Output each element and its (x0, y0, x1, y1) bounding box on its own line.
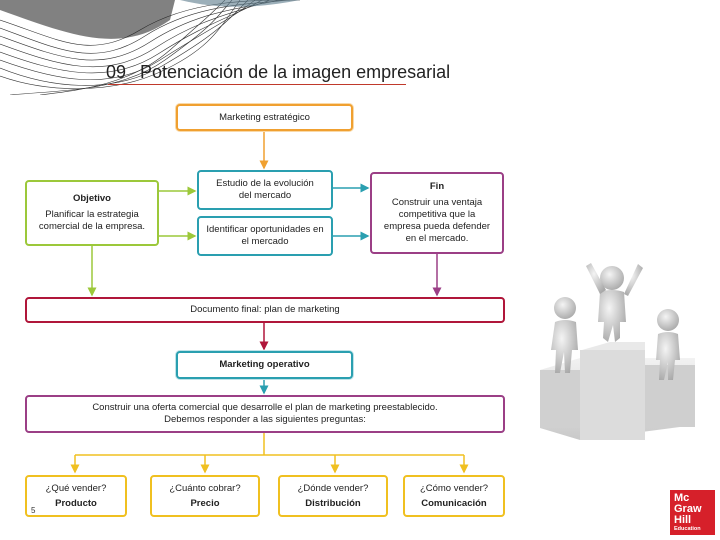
question-text: ¿Qué vender? (45, 482, 107, 494)
market-study-label: Estudio de la evolución del mercado (216, 178, 314, 201)
question-box-product (25, 475, 127, 517)
commercial-offer-box (25, 395, 505, 433)
identify-opportunities-box (197, 216, 333, 256)
objective-text: Planificar la estrategia comercial de la empresa. (38, 209, 146, 232)
question-text: ¿Cuánto cobrar? (169, 482, 241, 494)
mcgraw-hill-logo (670, 490, 715, 535)
commercial-offer-line1: Construir una oferta comercial que desarrolle el plan de marketing preestablecido. (92, 402, 438, 414)
page-number: 5 (31, 506, 36, 515)
operative-marketing-box (176, 351, 353, 379)
end-goal-text: Construir una ventaja competitiva que la empresa pueda defender en el mercado. (383, 197, 491, 244)
question-answer: Precio (190, 497, 220, 509)
final-document-label: Documento final: plan de marketing (190, 304, 340, 316)
commercial-offer-line2: Debemos responder a las siguientes preguntas: (164, 414, 366, 425)
question-answer: Distribución (305, 497, 361, 509)
market-study-box (197, 170, 333, 210)
objective-box (25, 180, 159, 246)
objective-title: Objetivo (72, 193, 111, 205)
strategic-marketing-label: Marketing estratégico (219, 111, 310, 123)
chapter-number: 09 (106, 62, 127, 82)
operative-marketing-label: Marketing operativo (219, 359, 310, 371)
question-text: ¿Dónde vender? (297, 482, 369, 494)
question-answer: Comunicación (421, 497, 487, 509)
question-answer: Producto (55, 497, 97, 509)
logo-line-2: Graw (674, 502, 702, 515)
logo-line-3: Hill (674, 513, 692, 526)
logo-line-1: Mc (674, 491, 690, 504)
question-box-distribution (278, 475, 388, 517)
podium-figures-illustration (520, 250, 715, 445)
final-document-box (25, 297, 505, 323)
end-goal-title: Fin (429, 181, 445, 193)
question-text: ¿Cómo vender? (419, 482, 489, 494)
logo-line-4: Education (674, 525, 701, 532)
identify-opportunities-label: Identificar oportunidades en el mercado (206, 224, 324, 247)
question-box-communication (403, 475, 505, 517)
strategic-marketing-box (176, 104, 353, 131)
end-goal-box (370, 172, 504, 254)
page-title: Potenciación de la imagen empresarial (140, 62, 451, 82)
question-box-price (150, 475, 260, 517)
